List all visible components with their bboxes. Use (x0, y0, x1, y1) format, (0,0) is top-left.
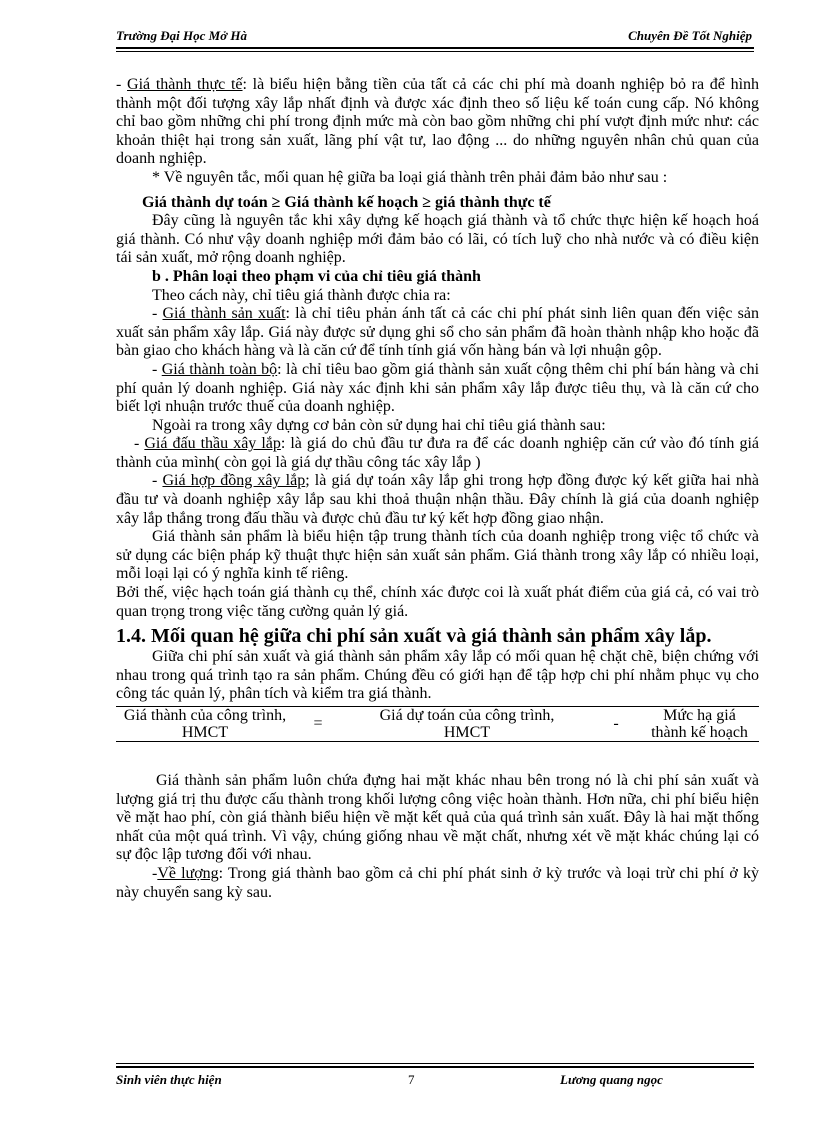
paragraph: Bởi thế, việc hạch toán giá thành cụ thể, chính xác được coi là xuất phát điểm của giá cả, có vai trò quan trọng trong việc tăng cường quản lý giá. (116, 584, 759, 620)
formula-term: Giá thành của công trình, HMCT (123, 707, 287, 741)
cost-formula-table (116, 706, 759, 742)
paragraph: Theo cách này, chỉ tiêu giá thành được chia ra: (152, 286, 451, 304)
paragraph: -Về lượng: Trong giá thành bao gồm cả chi phí phát sinh ở kỳ trước và loại trừ chi phí ở kỳ này chuyển sang kỳ sau. (116, 864, 759, 901)
document-body (116, 76, 759, 902)
paragraph: - Giá thành sản xuất: là chỉ tiêu phản ánh tất cả các chi phí phát sinh liên quan đến việc sản xuất sản phẩm xây lắp. Giá này được sử dụng ghi sổ cho sản phẩm đã hoàn thành nhập kho hoặc đã bàn giao cho khách hàng và là căn cứ để tính tính giá vốn hàng bán và lợi nhuận gộp. (116, 305, 759, 360)
header-rule-thin (116, 51, 754, 52)
footer-rule (116, 1063, 754, 1064)
formula-term: Giá dự toán của công trình, HMCT (379, 707, 555, 741)
footer-rule-thick (116, 1066, 754, 1068)
principle-formula: Giá thành dự toán ≥ Giá thành kế hoạch ≥ giá thành thực tế (142, 193, 551, 211)
minus-sign: - (613, 715, 619, 732)
formula-term: Mức hạ giá thành kế hoạch (651, 707, 748, 741)
page-header (116, 26, 752, 46)
paragraph: Giá thành sản phẩm là biểu hiện tập trung thành tích của doanh nghiệp trong việc tổ chức và sử dụng các biện pháp kỹ thuật thực hiện sản xuất sản phẩm. Giá thành trong xây lắp có nhiều loại, mỗi loại lại có ý nghĩa kinh tế riêng. (116, 528, 759, 583)
footer-author: Lương quang ngọc (560, 1072, 663, 1087)
page-number: 7 (408, 1072, 415, 1087)
paragraph: - Giá hợp đồng xây lắp; là giá dự toán xây lắp ghi trong hợp đồng được ký kết giữa hai nhà đầu tư và doanh nghiệp xây lắp sau khi thoả thuận nhận thầu. Đây chính là giá của doanh nghiệp xây lắp thắng trong đấu thầu và được chủ đầu tư ký kết hợp đồng giao nhận. (116, 472, 760, 527)
equals-sign: = (313, 715, 323, 732)
header-rule (116, 47, 754, 49)
header-title: Chuyên Đề Tốt Nghiệp (628, 28, 752, 43)
paragraph: * Về nguyên tắc, mối quan hệ giữa ba loại giá thành trên phải đảm bảo như sau : (152, 168, 668, 186)
footer-author-label: Sinh viên thực hiện (116, 1072, 222, 1087)
section-heading: 1.4. Mối quan hệ giữa chi phí sản xuất và giá thành sản phẩm xây lắp. (116, 625, 712, 648)
header-school: Trường Đại Học Mở Hà (116, 28, 248, 43)
paragraph: Ngoài ra trong xây dựng cơ bản còn sử dụng hai chỉ tiêu giá thành sau: (152, 416, 606, 434)
paragraph: - Giá thành thực tế: là biểu hiện bằng tiền của tất cả các chi phí mà doanh nghiệp bỏ ra để hình thành một đối tượng xây lắp nhất định và được xác định theo số liệu kế toán cung cấp. Nó không chỉ bao gồm những chi phí trong định mức mà còn bao gồm những chi phí vượt định mức như: các khoản thiệt hại trong sản xuất, lãng phí vật tư, lao động ... do những nguyên nhân chủ quan của doanh nghiệp. (116, 76, 760, 168)
paragraph: Giữa chi phí sản xuất và giá thành sản phẩm xây lắp có mối quan hệ chặt chẽ, biện chứng với nhau trong quá trình tạo ra sản phẩm. Chúng đều có giới hạn để tập hợp chi phí nhằm phục vụ cho công tác quản lý, phân tích và kiểm tra giá thành. (116, 648, 759, 703)
paragraph: Đây cũng là nguyên tắc khi xây dựng kế hoạch giá thành và tổ chức thực hiện kế hoạch hoá giá thành. Có như vậy doanh nghiệp mới đảm bảo có lãi, có tích luỹ cho nhà nước và có điều kiện tái sản xuất, mở rộng doanh nghiệp. (116, 212, 759, 267)
subheading: b . Phân loại theo phạm vi của chỉ tiêu giá thành (152, 267, 481, 285)
paragraph: - Giá thành toàn bộ: là chỉ tiêu bao gồm giá thành sản xuất cộng thêm chi phí bán hàng và chi phí quản lý doanh nghiệp. Giá này xác định khi sản phẩm xây lắp được tiêu thụ, và là căn cứ cho biết lợi nhuận trước thuế của doanh nghiệp. (116, 360, 760, 416)
table-row (116, 707, 759, 742)
paragraph: - Giá đấu thầu xây lắp: là giá do chủ đầu tư đưa ra để các doanh nghiệp căn cứ vào đó tính giá thành của mình( còn gọi là giá dự thầu công tác xây lắp ) (116, 435, 759, 471)
paragraph: Giá thành sản phẩm luôn chứa đựng hai mặt khác nhau bên trong nó là chi phí sản xuất và lượng giá trị thu được cấu thành trong khối lượng công việc hoàn thành. Hơn nữa, chi phí biểu hiện về mặt hao phí, còn giá thành biểu hiện về mặt kết quả của quá trình sản xuất. Đây là hai mặt thống nhất của một quá trình. Vì vậy, chúng giống nhau về mặt chất, nhưng xét về mặt khác chúng lại có sự độc lập tương đối với nhau. (116, 772, 759, 864)
